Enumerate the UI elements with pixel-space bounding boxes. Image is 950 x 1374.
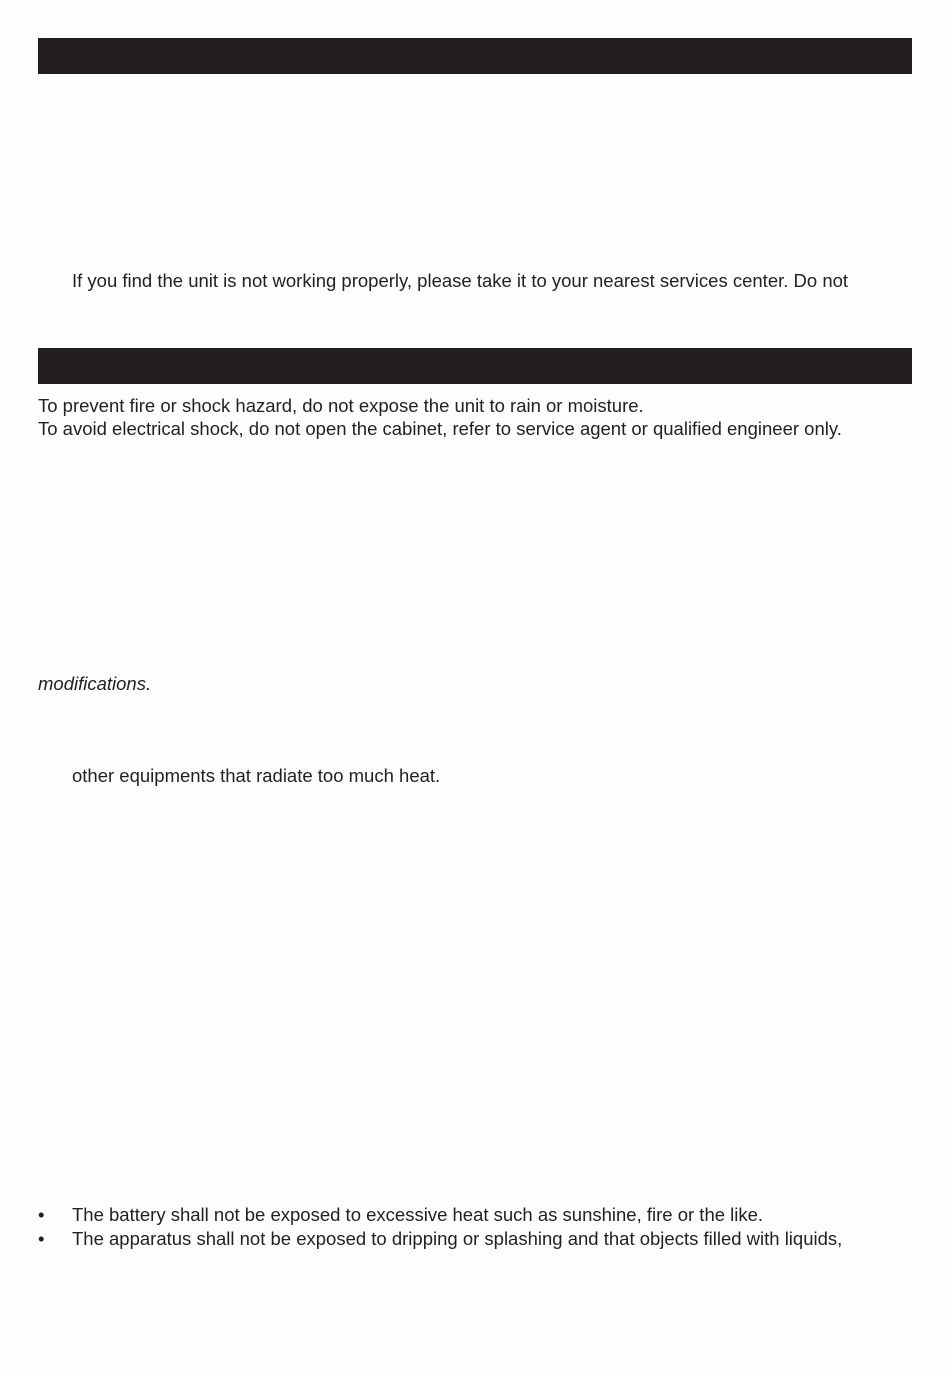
section-header-bar-1 [38, 38, 912, 74]
bullet-marker: • [38, 1228, 45, 1249]
section-header-bar-2 [38, 348, 912, 384]
fire-hazard-text: To prevent fire or shock hazard, do not expose the unit to rain or moisture. [38, 395, 644, 416]
service-center-text: If you find the unit is not working properly, please take it to your nearest services center. Do not [72, 270, 849, 291]
bullet-marker: • [38, 1204, 45, 1225]
dripping-warning-text: The apparatus shall not be exposed to dripping or splashing and that objects filled with liquids, [72, 1228, 843, 1249]
modifications-text: modifications. [38, 673, 152, 694]
battery-warning-text: The battery shall not be exposed to excessive heat such as sunshine, fire or the like. [72, 1204, 764, 1225]
heat-warning-text: other equipments that radiate too much heat. [72, 765, 441, 786]
electrical-shock-text: To avoid electrical shock, do not open the cabinet, refer to service agent or qualified engineer only. [38, 418, 842, 439]
